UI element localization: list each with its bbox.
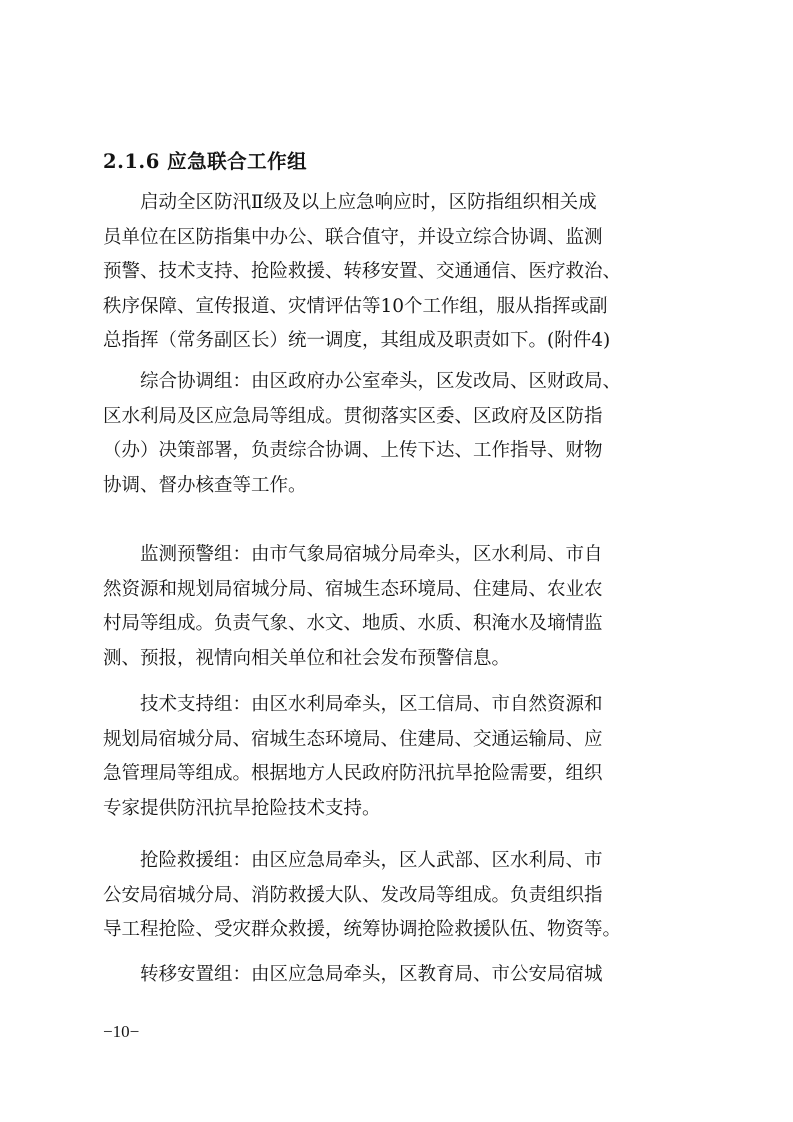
paragraph-relocation-group — [103, 958, 688, 993]
text-line: 抢险救援组：由区应急局牵头，区人武部、区水利局、市 — [140, 850, 603, 871]
text-line: 专家提供防汛抗旱抢险技术支持。 — [103, 797, 381, 819]
paragraph-technical-group — [103, 688, 688, 826]
text-line: 导工程抢险、受灾群众救援，统筹协调抢险救援队伍、物资等。 — [103, 919, 622, 940]
paragraph-monitoring-group — [103, 538, 688, 676]
text-line: 急管理局等组成。根据地方人民政府防汛抗旱抢险需要，组织 — [103, 763, 603, 784]
text-line: 测、预报，视情向相关单位和社会发布预警信息。 — [103, 647, 511, 669]
text-line: 秩序保障、宣传报道、灾情评估等10个工作组，服从指挥或副 — [103, 295, 608, 317]
text-line: 总指挥（常务副区长）统一调度，其组成及职责如下。(附件4) — [103, 330, 611, 351]
text-line: 技术支持组：由区水利局牵头，区工信局、市自然资源和 — [140, 694, 603, 715]
paragraph-intro — [103, 186, 688, 359]
text-line: 村局等组成。负责气象、水文、地质、水质、积淹水及墒情监 — [103, 613, 603, 634]
text-line: 员单位在区防指集中办公、联合值守，并设立综合协调、监测 — [103, 226, 603, 248]
paragraph-rescue-group — [103, 844, 688, 948]
text-line: 监测预警组：由市气象局宿城分局牵头，区水利局、市自 — [140, 544, 603, 565]
text-line: 协调、督办核查等工作。 — [103, 474, 307, 496]
section-heading: 2.1.6 应急联合工作组 — [103, 150, 308, 173]
text-line: 转移安置组：由区应急局牵头，区教育局、市公安局宿城 — [140, 964, 603, 985]
page-number: −10− — [103, 1022, 140, 1041]
text-line: 规划局宿城分局、宿城生态环境局、住建局、交通运输局、应 — [103, 728, 603, 750]
text-line: （办）决策部署，负责综合协调、上传下达、工作指导、财物 — [103, 440, 603, 461]
text-line: 区水利局及区应急局等组成。贯彻落实区委、区政府及区防指 — [103, 405, 603, 427]
text-line: 公安局宿城分局、消防救援大队、发改局等组成。负责组织指 — [103, 884, 603, 906]
text-line: 然资源和规划局宿城分局、宿城生态环境局、住建局、农业农 — [103, 578, 603, 600]
paragraph-coordination-group — [103, 365, 688, 503]
text-line: 预警、技术支持、抢险救援、转移安置、交通通信、医疗救治、 — [103, 261, 622, 282]
text-line: 启动全区防汛Ⅱ级及以上应急响应时，区防指组织相关成 — [140, 192, 597, 213]
text-line: 综合协调组：由区政府办公室牵头，区发改局、区财政局、 — [140, 371, 622, 392]
